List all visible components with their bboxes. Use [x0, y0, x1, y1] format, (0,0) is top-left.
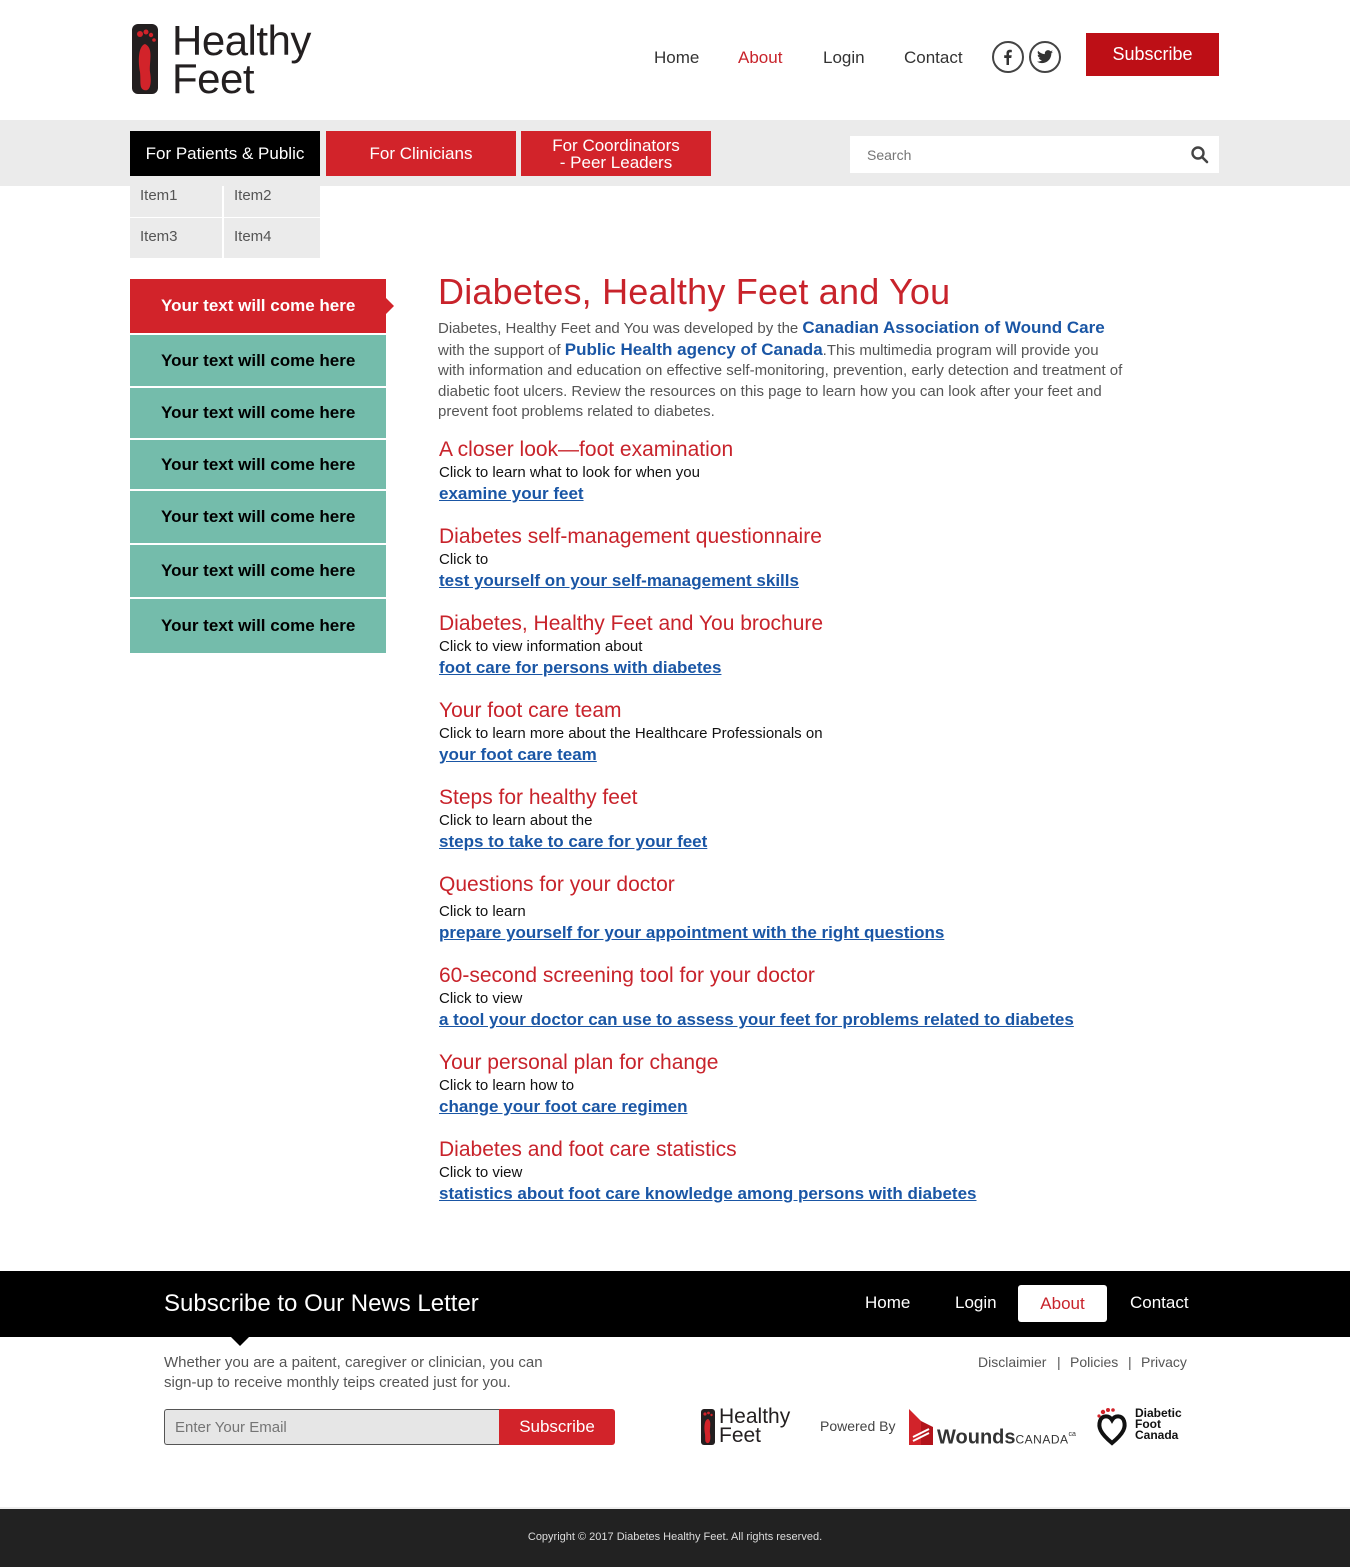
side-nav-item-6[interactable]: Your text will come here [130, 545, 386, 597]
side-nav-item-4[interactable]: Your text will come here [130, 440, 386, 489]
section-heading: Your foot care team [439, 699, 622, 722]
dfc-wordmark [1135, 1408, 1182, 1441]
nav-home[interactable]: Home [654, 48, 700, 67]
side-nav-item-5[interactable]: Your text will come here [130, 491, 386, 543]
section-lead: Click to view [439, 990, 523, 1007]
section-heading: Steps for healthy feet [439, 786, 638, 809]
diabetic-foot-canada-logo[interactable] [1095, 1406, 1182, 1448]
main-content [438, 271, 1138, 1203]
powered-by-label: Powered By [820, 1418, 896, 1434]
section-heading: Diabetes, Healthy Feet and You brochure [439, 612, 824, 635]
section-link[interactable]: test yourself on your self-management skills [439, 571, 799, 590]
page-title: Diabetes, Healthy Feet and You [438, 271, 951, 312]
dropdown-item-2[interactable]: Item2 [224, 177, 320, 217]
resource-section [439, 525, 822, 592]
section-lead: Click to learn about the [439, 812, 593, 829]
resource-section [439, 964, 1074, 1031]
newsletter-subscribe-button[interactable]: Subscribe [499, 1409, 615, 1445]
nav-contact[interactable]: Contact [904, 48, 963, 67]
newsletter-description: Whether you are a paitent, caregiver or clinician, you can sign-up to receive monthly teips created just for you. [164, 1354, 543, 1391]
resource-section [439, 1138, 977, 1205]
legal-separator: | [1128, 1354, 1132, 1370]
wounds-canada-logo[interactable] [907, 1406, 1076, 1449]
section-lead: Click to learn how to [439, 1077, 575, 1094]
search-input[interactable] [850, 136, 1170, 173]
search-icon[interactable] [1190, 145, 1210, 165]
foot-logo-icon [700, 1408, 716, 1446]
resource-section [439, 612, 823, 679]
section-link[interactable]: statistics about foot care knowledge among persons with diabetes [439, 1184, 977, 1203]
footer-nav-home[interactable]: Home [865, 1293, 911, 1312]
resource-section [439, 786, 707, 853]
wounds-canada-mark-icon [907, 1407, 935, 1447]
legal-separator: | [1057, 1354, 1061, 1370]
footer-healthy-feet-logo[interactable] [700, 1407, 792, 1447]
copyright-bar [0, 1507, 1350, 1567]
section-heading: Your personal plan for change [439, 1051, 719, 1074]
wounds-brand: Wounds [937, 1426, 1016, 1449]
intro-text-1: Diabetes, Healthy Feet and You was developed by the [438, 320, 803, 337]
twitter-icon[interactable] [1029, 41, 1061, 73]
footer-logo-word-healthy: Healthy [719, 1405, 791, 1428]
section-lead: Click to view information about [439, 638, 643, 655]
footer-logo-word-feet: Feet [719, 1424, 762, 1447]
footer-bar [0, 1271, 1350, 1337]
email-field[interactable] [165, 1410, 499, 1444]
tab-coordinators-line1: For Coordinators [552, 135, 680, 155]
section-link[interactable]: change your foot care regimen [439, 1097, 688, 1116]
dropdown-item-1[interactable]: Item1 [130, 177, 222, 217]
search-box [850, 136, 1219, 173]
link-public-health[interactable]: Public Health agency of Canada [564, 339, 823, 359]
email-field-wrapper [164, 1409, 499, 1445]
link-wound-care[interactable]: Canadian Association of Wound Care [802, 318, 1105, 337]
footer-nav-contact[interactable]: Contact [1130, 1293, 1189, 1312]
site-header [0, 0, 1350, 120]
resource-section [439, 1051, 718, 1118]
footer-nav-login[interactable]: Login [955, 1293, 997, 1312]
dfc-line3: Canada [1135, 1428, 1179, 1442]
wounds-suffix: CANADA [1015, 1432, 1069, 1447]
side-nav-item-2[interactable]: Your text will come here [130, 335, 386, 386]
facebook-icon[interactable] [992, 41, 1024, 73]
section-link[interactable]: foot care for persons with diabetes [439, 658, 722, 677]
section-lead: Click to learn more about the Healthcare Professionals on [439, 725, 823, 742]
tab-patients-public[interactable]: For Patients & Public [130, 131, 320, 176]
logo-word-feet: Feet [172, 55, 255, 102]
section-link[interactable]: a tool your doctor can use to assess your feet for problems related to diabetes [439, 1010, 1074, 1029]
section-lead: Click to view [439, 1164, 523, 1181]
side-nav-item-3[interactable]: Your text will come here [130, 388, 386, 438]
newsletter-title: Subscribe to Our News Letter [164, 1290, 479, 1317]
side-nav-item-7[interactable]: Your text will come here [130, 599, 386, 653]
link-privacy[interactable]: Privacy [1141, 1354, 1187, 1370]
link-disclaimer[interactable]: Disclaimier [978, 1354, 1047, 1370]
intro-text-3: .This multimedia program will provide you with information and education on effective self-monitoring, prevention, early detection and treatment of diabetic foot ulcers. Review the resources on this page to learn how you can look after your feet and prevent foot problems related to diabetes. [438, 341, 1123, 420]
intro-paragraph [438, 318, 1128, 423]
tab-clinicians[interactable]: For Clinicians [326, 131, 516, 176]
section-lead: Click to learn [439, 903, 526, 920]
dfc-line1: Diabetic [1135, 1406, 1182, 1420]
wounds-ca: ca [1068, 1431, 1076, 1438]
section-link[interactable]: prepare yourself for your appointment with the right questions [439, 923, 945, 942]
section-link[interactable]: steps to take to care for your feet [439, 832, 708, 851]
tab-coordinators-line2: - Peer Leaders [559, 152, 673, 172]
resource-section [439, 438, 733, 505]
heart-foot-icon [1095, 1407, 1129, 1447]
dropdown-item-3[interactable]: Item3 [130, 218, 222, 258]
section-heading: Questions for your doctor [439, 873, 675, 896]
logo-word-healthy: Healthy [172, 17, 311, 64]
section-link[interactable]: examine your feet [439, 484, 584, 503]
subscribe-button[interactable]: Subscribe [1086, 33, 1219, 76]
intro-text-2: with the support of [438, 341, 565, 359]
nav-login[interactable]: Login [823, 48, 865, 67]
dfc-line2: Foot [1135, 1417, 1161, 1431]
footer-nav-about[interactable]: About [1018, 1285, 1107, 1322]
link-policies[interactable]: Policies [1070, 1354, 1119, 1370]
wounds-canada-wordmark [937, 1424, 1076, 1451]
side-nav-item-1[interactable]: Your text will come here [130, 279, 386, 333]
tab-coordinators[interactable] [521, 131, 711, 176]
section-lead: Click to learn what to look for when you [439, 464, 700, 481]
section-lead: Click to [439, 551, 489, 568]
section-heading: 60-second screening tool for your doctor [439, 964, 815, 987]
nav-about[interactable]: About [738, 48, 783, 67]
section-heading: Diabetes and foot care statistics [439, 1138, 737, 1161]
resource-section [439, 873, 944, 944]
section-heading: A closer look—foot examination [439, 438, 734, 461]
section-link[interactable]: your foot care team [439, 745, 597, 764]
resource-section [439, 699, 823, 766]
section-heading: Diabetes self-management questionnaire [439, 525, 822, 548]
copyright-text: Copyright © 2017 Diabetes Healthy Feet. All rights reserved. [527, 1531, 823, 1543]
dropdown-item-4[interactable]: Item4 [224, 218, 320, 258]
foot-logo-icon [130, 22, 160, 96]
healthy-feet-logo[interactable] [130, 17, 320, 102]
